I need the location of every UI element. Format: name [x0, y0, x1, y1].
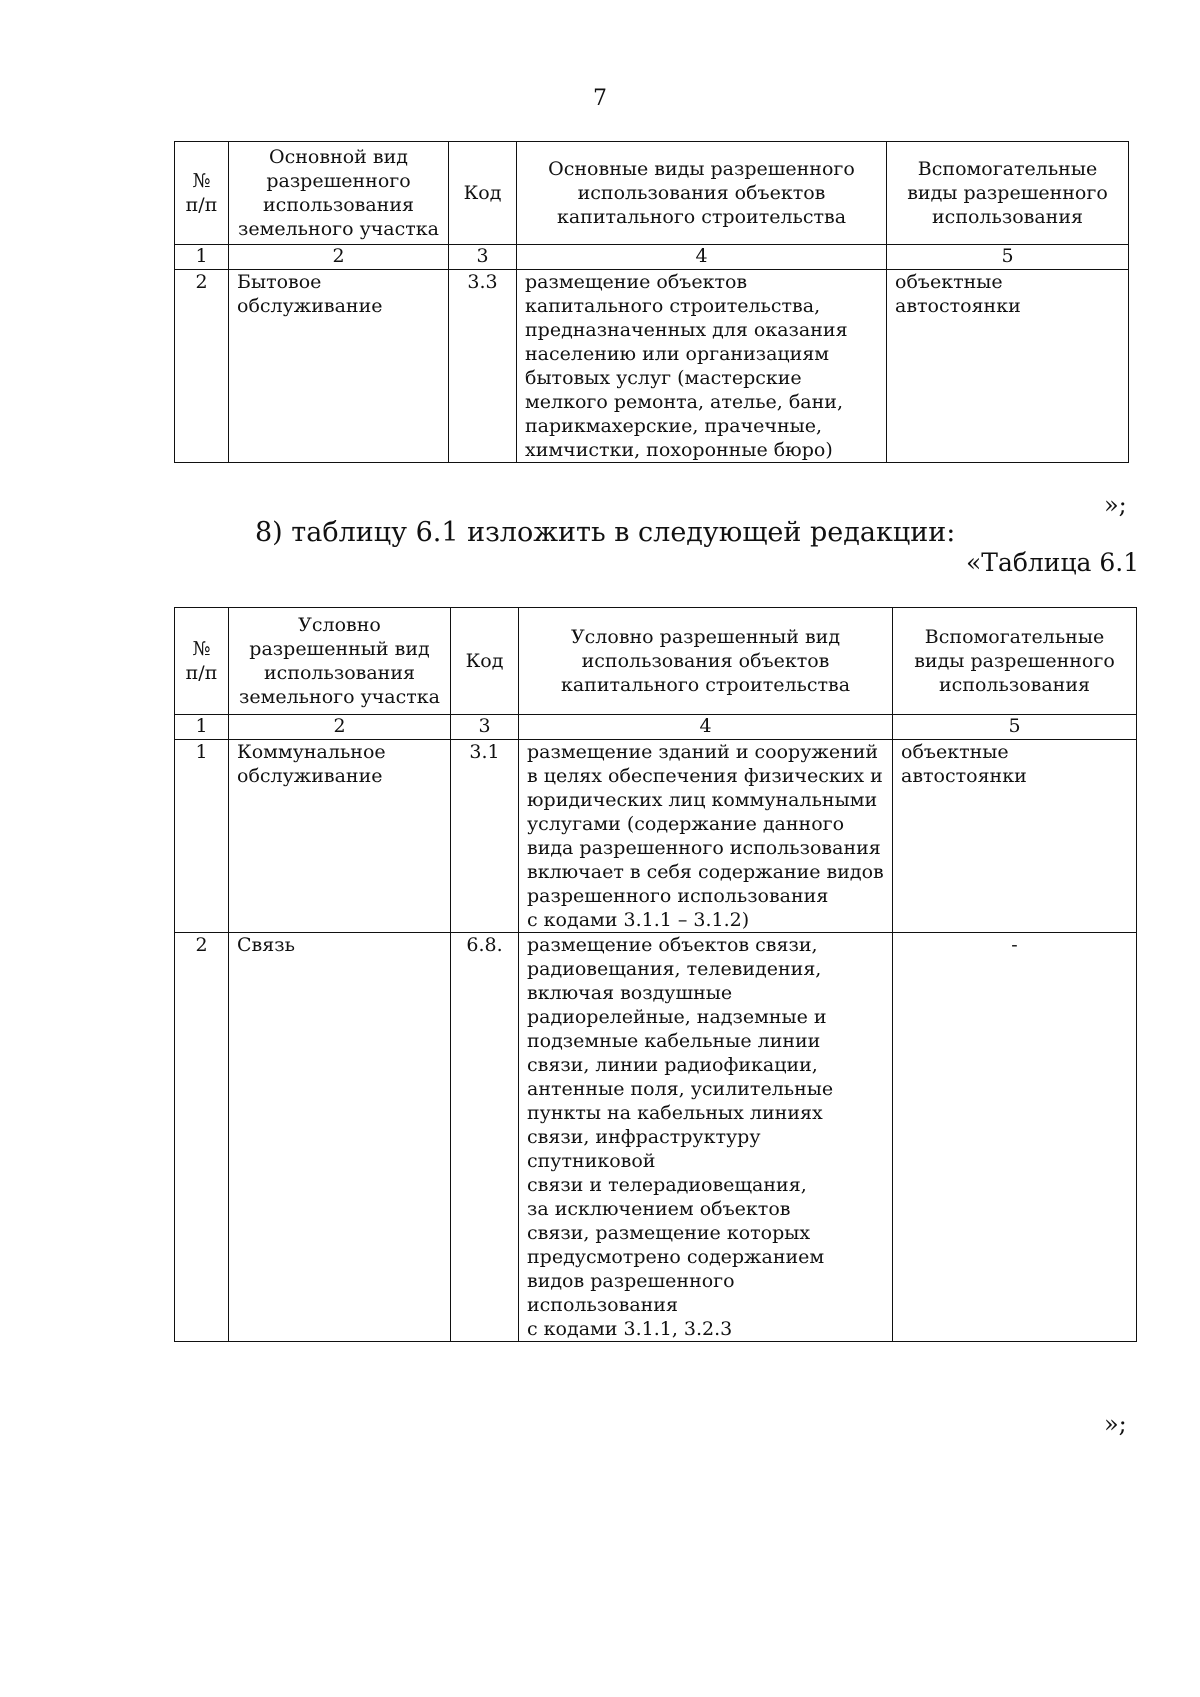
page-number: 7 — [593, 86, 607, 111]
header-cell-capital-use: Условно разрешенный вид использования объектов капитального строительства — [519, 608, 893, 715]
closing-quote: »; — [1104, 1410, 1127, 1438]
row-description: размещение объектов капитального строительства, предназначенных для оказания населению или организациям бытовых услуг (мастерские мелкого ремонта, ателье, бани, парикмахерские, прачечные, химчистки, похоронные бюро) — [517, 270, 887, 463]
column-number: 4 — [517, 245, 887, 270]
column-number: 3 — [449, 245, 517, 270]
header-cell-capital-use: Основные виды разрешенного использования объектов капитального строительства — [517, 142, 887, 245]
column-number: 5 — [893, 715, 1137, 740]
row-code: 6.8. — [451, 933, 519, 1342]
column-number: 3 — [451, 715, 519, 740]
row-land-use: Бытовое обслуживание — [229, 270, 449, 463]
header-cell-land-use: Основной вид разрешенного использования земельного участка — [229, 142, 449, 245]
column-number: 4 — [519, 715, 893, 740]
row-code: 3.3 — [449, 270, 517, 463]
row-auxiliary: - — [893, 933, 1137, 1342]
header-cell-code: Код — [451, 608, 519, 715]
table-header-row — [175, 608, 1137, 715]
column-number: 2 — [229, 245, 449, 270]
column-number: 1 — [175, 245, 229, 270]
column-number-row — [175, 245, 1129, 270]
column-number: 1 — [175, 715, 229, 740]
table-row — [175, 933, 1137, 1342]
row-description: размещение объектов связи, радиовещания, телевидения, включая воздушные радиорелейные, надземные и подземные кабельные линии связи, линии радиофикации, антенные поля, усилительные пункты на кабельных линиях связи, инфраструктуру спутниковой связи и телерадиовещания, за исключением объектов связи, размещение которых предусмотрено содержанием видов разрешенного использования с кодами 3.1.1, 3.2.3 — [519, 933, 893, 1342]
row-land-use: Связь — [229, 933, 451, 1342]
header-cell-number: № п/п — [175, 142, 229, 245]
header-cell-land-use: Условно разрешенный вид использования земельного участка — [229, 608, 451, 715]
header-cell-auxiliary: Вспомогательные виды разрешенного использования — [893, 608, 1137, 715]
header-cell-auxiliary: Вспомогательные виды разрешенного использования — [887, 142, 1129, 245]
row-number: 2 — [175, 270, 229, 463]
row-number: 1 — [175, 740, 229, 933]
table-main-permitted-use — [174, 141, 1129, 463]
row-land-use: Коммунальное обслуживание — [229, 740, 451, 933]
header-cell-number: № п/п — [175, 608, 229, 715]
row-auxiliary: объектные автостоянки — [893, 740, 1137, 933]
column-number: 2 — [229, 715, 451, 740]
row-description: размещение зданий и сооружений в целях обеспечения физических и юридических лиц коммунальными услугами (содержание данного вида разрешенного использования включает в себя содержание видов разрешенного использования с кодами 3.1.1 – 3.1.2) — [519, 740, 893, 933]
column-number: 5 — [887, 245, 1129, 270]
closing-quote: »; — [1104, 491, 1127, 519]
column-number-row — [175, 715, 1137, 740]
row-number: 2 — [175, 933, 229, 1342]
row-code: 3.1 — [451, 740, 519, 933]
table-conditional-permitted-use — [174, 607, 1137, 1342]
table-caption: «Таблица 6.1 — [966, 548, 1140, 577]
table-row — [175, 270, 1129, 463]
table-row — [175, 740, 1137, 933]
header-cell-code: Код — [449, 142, 517, 245]
amendment-instruction: 8) таблицу 6.1 изложить в следующей редакции: — [255, 517, 956, 548]
table-header-row — [175, 142, 1129, 245]
row-auxiliary: объектные автостоянки — [887, 270, 1129, 463]
